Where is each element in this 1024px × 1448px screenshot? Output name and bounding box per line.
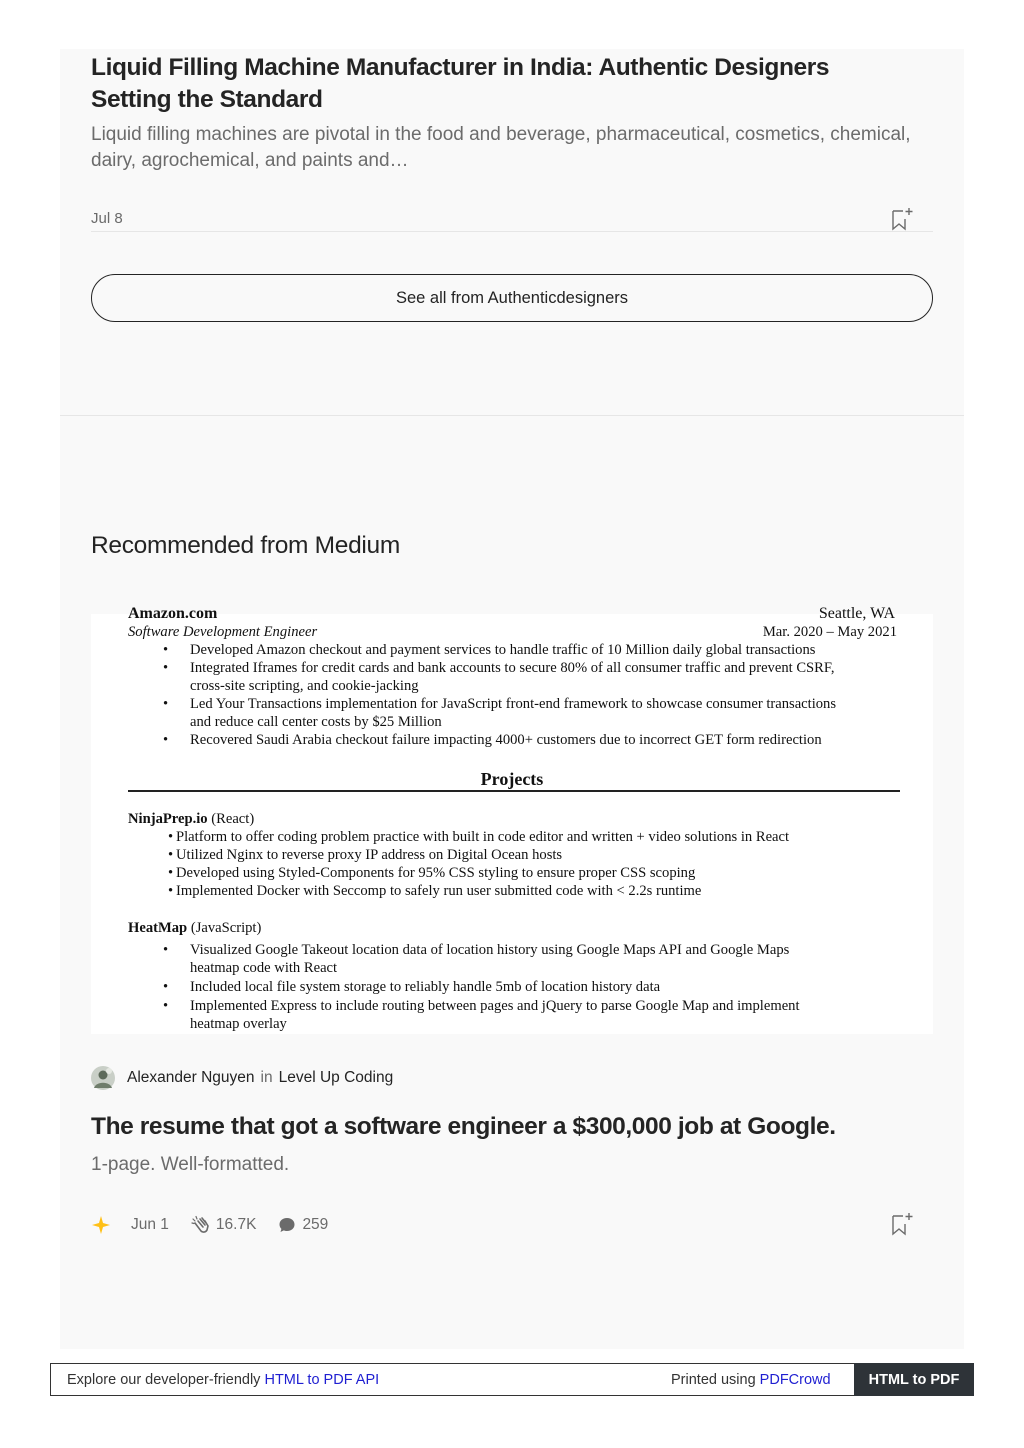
thumb-bullet: •	[163, 660, 169, 676]
clap-icon[interactable]	[191, 1215, 211, 1235]
thumb-bullet-text: Led Your Transactions implementation for JavaScript front-end framework to showcase consumer transactions	[190, 696, 837, 712]
article-title[interactable]: Liquid Filling Machine Manufacturer in India: Authentic Designers Setting the Standard	[91, 54, 830, 113]
thumb-role: Software Development Engineer	[128, 624, 318, 640]
bookmark-add-icon[interactable]	[889, 206, 915, 232]
thumb-project-name: NinjaPrep.io	[128, 811, 208, 827]
thumb-bullet: •	[163, 696, 169, 712]
thumb-rule	[128, 790, 900, 792]
thumb-bullet: •	[163, 998, 169, 1014]
publication-name[interactable]: Level Up Coding	[278, 1069, 394, 1086]
thumb-bullet: •	[168, 883, 174, 899]
bookmark-add-icon[interactable]	[889, 1211, 915, 1237]
author-row	[91, 1066, 393, 1090]
print-footer	[50, 1363, 974, 1396]
thumb-projects-heading: Projects	[480, 769, 544, 789]
avatar[interactable]	[91, 1066, 115, 1090]
thumb-bullet-text: Implemented Docker with Seccomp to safely run user submitted code with < 2.2s runtime	[176, 883, 702, 899]
thumb-bullet: •	[163, 732, 169, 748]
thumb-bullet-text: Developed using Styled-Components for 95% CSS styling to ensure proper CSS scoping	[176, 865, 696, 881]
thumb-bullet-text: Recovered Saudi Arabia checkout failure impacting 4000+ customers due to incorrect GET form redirection	[190, 732, 822, 748]
author-name[interactable]: Alexander Nguyen	[127, 1069, 255, 1086]
response-bubble-icon[interactable]	[278, 1216, 296, 1234]
divider	[91, 231, 933, 232]
thumb-project-name: HeatMap	[128, 920, 188, 936]
thumb-bullet: •	[163, 642, 169, 658]
article-subtitle[interactable]: 1-page. Well-formatted.	[91, 1154, 290, 1175]
thumb-bullet-text: Implemented Express to include routing between pages and jQuery to parse Google Map and implement	[190, 998, 800, 1014]
thumb-bullet: •	[168, 865, 174, 881]
thumb-bullet-text: Developed Amazon checkout and payment services to handle traffic of 10 Million daily global transactions	[190, 642, 816, 658]
thumb-bullet: •	[168, 847, 174, 863]
thumb-bullet-text: Visualized Google Takeout location data of location history using Google Maps API and Google Maps	[190, 942, 790, 958]
thumb-bullet-text: and reduce call center costs by $25 Million	[190, 714, 442, 730]
html-to-pdf-button[interactable]: HTML to PDF	[854, 1363, 974, 1396]
thumb-bullet: •	[163, 942, 169, 958]
thumb-project-tech: (React)	[207, 811, 255, 827]
see-all-button[interactable]: See all from Authenticdesigners	[91, 274, 933, 322]
thumb-bullet-text: Platform to offer coding problem practice with built in code editor and written + video solutions in React	[176, 829, 790, 845]
thumb-role-dates: Mar. 2020 – May 2021	[762, 624, 897, 640]
thumb-project-title	[128, 810, 254, 828]
article-date: Jun 1	[131, 1216, 169, 1233]
thumb-bullet-text: Integrated Iframes for credit cards and bank accounts to secure 80% of all consumer traffic and prevent CSRF,	[190, 660, 835, 676]
thumb-bullet-text: heatmap code with React	[190, 960, 338, 976]
footer-left-text: Explore our developer-friendly	[67, 1372, 265, 1388]
pdfcrowd-link[interactable]: PDFCrowd	[759, 1372, 831, 1388]
thumb-project-tech: (JavaScript)	[187, 920, 262, 936]
thumb-project-title	[128, 919, 261, 937]
article-subtitle[interactable]: Liquid filling machines are pivotal in the food and beverage, pharmaceutical, cosmetics, chemical, dairy, agrochemical, and paints and…	[91, 124, 911, 171]
footer-right	[671, 1372, 831, 1388]
response-count: 259	[302, 1216, 329, 1233]
article-date: Jul 8	[91, 210, 123, 227]
in-label: in	[260, 1069, 273, 1086]
footer-left	[67, 1372, 379, 1388]
thumb-bullet: •	[168, 829, 174, 845]
article-meta	[91, 1213, 328, 1237]
article-thumbnail[interactable]	[91, 605, 933, 1034]
clap-count: 16.7K	[215, 1216, 257, 1233]
member-star-icon	[91, 1215, 111, 1235]
thumb-bullet-text: cross-site scripting, and cookie-jacking	[190, 678, 419, 694]
thumb-clipped-location: Seattle, WA	[818, 605, 895, 622]
recommended-heading: Recommended from Medium	[91, 532, 400, 559]
thumb-bullet: •	[163, 979, 169, 995]
thumb-bullet-text: heatmap overlay	[190, 1016, 287, 1032]
thumb-clipped-company: Amazon.com	[128, 605, 218, 622]
footer-right-text: Printed using	[671, 1372, 760, 1388]
html-to-pdf-api-link[interactable]: HTML to PDF API	[264, 1372, 380, 1388]
thumb-bullet-text: Included local file system storage to reliably handle 5mb of location history data	[190, 979, 661, 995]
thumb-bullet-text: Utilized Nginx to reverse proxy IP address on Digital Ocean hosts	[176, 847, 563, 863]
article-title[interactable]: The resume that got a software engineer a $300,000 job at Google.	[91, 1113, 836, 1140]
